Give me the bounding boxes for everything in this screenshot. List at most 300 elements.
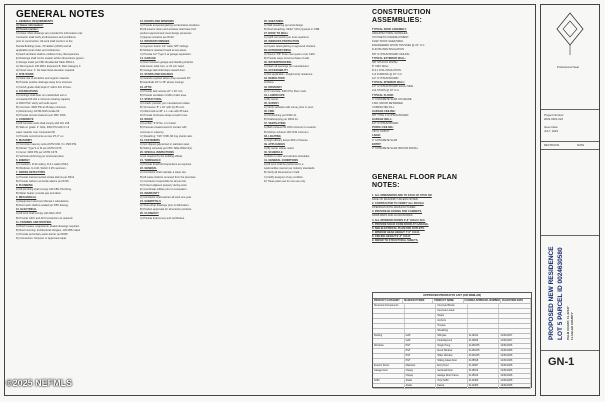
- approved-products-table: [372, 292, 532, 388]
- note-line: 5/8" GYPSUM BOARD CEILING: [372, 52, 410, 56]
- note-line: OPENINGS WITH MANUFACTURER.: [372, 206, 417, 210]
- note-line: B) All waste shall be removed from the premises.: [140, 175, 197, 179]
- table-cell: Garage Door: [373, 369, 405, 373]
- table-cell: PGT: [405, 359, 437, 363]
- table-cell: [373, 384, 405, 388]
- note-line: D) These plans are for one use only.: [264, 179, 306, 183]
- note-line: 10. ELECTRICAL: [16, 208, 37, 212]
- note-line: 2. CONTRACTOR TO VERIFY ALL ROUGH: [372, 202, 424, 206]
- note-line: 4" CONCRETE SLAB: [372, 138, 397, 142]
- table-cell: 12/31/2026: [499, 369, 531, 373]
- note-line: D) Each architect shall be notified of any discrepancies: [16, 52, 80, 56]
- note-line: C) Egress windows per R310.: [140, 36, 175, 40]
- note-line: B) Draftstopping per R302.12.: [264, 118, 299, 122]
- table-cell: [499, 319, 531, 323]
- table-cell: 12/31/2025: [499, 384, 531, 388]
- note-line: A) Door between garage and dwelling shall be: [140, 60, 194, 64]
- table-cell: Roofing: [373, 334, 405, 338]
- note-line: A) Footings shall bear on undisturbed soil or: [16, 93, 67, 97]
- revision-date-label: DATE: [577, 143, 585, 147]
- note-line: A) Equipment sized per Manual J calculations.: [16, 200, 70, 204]
- note-line: C) Finish grade shall slope 6" within first 10 feet.: [16, 85, 72, 89]
- note-line: 16. ATTIC: [140, 85, 152, 89]
- table-cell: Entry Door: [436, 364, 468, 368]
- table-cell: Structural Components: [373, 304, 405, 308]
- table-cell: Straps: [436, 314, 468, 318]
- table-cell: [499, 314, 531, 318]
- note-line: 5. PROVIDE SOLID CORE DOOR AT GARAGE.: [372, 222, 429, 226]
- table-cell: [499, 304, 531, 308]
- note-line: 2. SITE WORK: [16, 73, 34, 77]
- note-line: C) Provide 1/2" Type X at garage separation.: [140, 52, 192, 56]
- table-cell: FL10626: [468, 339, 500, 343]
- note-line: A) 4" concrete, 3000 PSI, fiber mesh.: [264, 89, 307, 93]
- note-line: A) Flash all openings per manufacturer.: [264, 65, 310, 69]
- note-line: 17. STRUCTURAL: [140, 97, 163, 101]
- note-line: E) Drawings shall not be scaled; written dimensions govern.: [16, 56, 85, 60]
- issue-date-label: Issue Date:: [544, 125, 559, 129]
- note-line: 26. SHEATHING: [264, 20, 284, 23]
- note-line: PORCH CEILING:: [372, 126, 394, 130]
- note-line: 29. EXTERIOR FINISH: [264, 48, 291, 52]
- table-cell: Exterior Doors: [373, 364, 405, 368]
- note-line: B) All exterior doors and windows shall have FL#: [140, 28, 196, 32]
- table-cell: Underlayment: [436, 339, 468, 343]
- note-line: concrete or masonry.: [140, 130, 165, 134]
- title-block-divider: [541, 235, 599, 236]
- note-line: 24. SUBMITTALS: [140, 200, 161, 204]
- table-header-cell: PRODUCT NAME: [433, 299, 463, 303]
- table-cell: Sectional Door: [436, 369, 468, 373]
- note-line: A) Provide threshold inspections as required.: [140, 163, 192, 167]
- note-line: ENGINEERED WOOD TRUSSES @ 24" O.C.: [372, 44, 426, 48]
- table-cell: 12/31/2025: [499, 364, 531, 368]
- note-line: B) Windows: U-0.40, SHGC 0.25 maximum.: [16, 167, 67, 171]
- note-line: D) Connectors: Simpson or approved equal.: [16, 236, 67, 240]
- table-cell: Concrete Lintels: [436, 309, 468, 313]
- note-line: 1/2" GYPSUM BOARD: [372, 122, 399, 126]
- general-notes-column-1: [16, 20, 134, 372]
- note-line: B) Moisture resistant board at wet areas.: [140, 48, 187, 52]
- note-line: C) Grout: 3000 PSI per ASTM C476.: [16, 151, 58, 154]
- table-cell: Windows: [373, 344, 405, 348]
- note-line: 40. SCHEDULE: [264, 151, 283, 154]
- note-line: R-30 BLOWN INSULATION: [372, 48, 404, 52]
- table-cell: FL15012: [468, 374, 500, 378]
- note-line: 7. WINDOW HEAD HEIGHT 7'-0" U.N.O.: [372, 230, 420, 234]
- table-cell: FL13697: [468, 364, 500, 368]
- table-cell: [373, 314, 405, 318]
- floor-plan-notes: [372, 194, 482, 254]
- note-line: 32. DEMOLITION: [264, 77, 285, 81]
- note-line: compacted fill with a minimum bearing capacity: [16, 97, 71, 101]
- note-line: A) Insulation: R-30 ceiling, R-4.1 walls (CMU).: [16, 163, 69, 167]
- note-line: 20. SPECIAL INSPECTIONS: [140, 151, 174, 154]
- table-header-cell: MANUFACTURER: [403, 299, 433, 303]
- note-line: B) Duct work shall be sealed per FBC Energy.: [16, 204, 69, 208]
- note-line: 2x4 STUDS @ 16" O.C.: [372, 89, 400, 93]
- table-cell: [468, 319, 500, 323]
- note-line: C) Sheathing: 7/16" OSB, 8d ring shank nails.: [140, 134, 193, 138]
- note-line: 27. ROOF TO WALL: [264, 32, 289, 36]
- table-cell: [373, 354, 405, 358]
- note-line: GARAGE CEILING:: [372, 109, 396, 113]
- table-cell: Single Hung: [436, 344, 468, 348]
- note-line: 6. ENERGY: [16, 159, 30, 163]
- note-line: A) As required by the building official.: [140, 155, 183, 159]
- note-line: 6. SEE ELECTRICAL PLAN FOR OUTLETS.: [372, 226, 425, 230]
- table-cell: Shingles: [436, 334, 468, 338]
- note-line: vapor retarder over compacted fill.: [16, 130, 56, 134]
- note-line: B) Provide GFCI and AFCI protection as required.: [16, 216, 74, 220]
- note-line: A) Owner information:: [16, 24, 44, 28]
- note-line: B) Verify all dimensions in field.: [264, 171, 300, 175]
- table-cell: 12/31/2027: [499, 339, 531, 343]
- note-line: 1/2" GYPSUM BOARD EACH SIDE: [372, 85, 414, 89]
- note-line: A) Concrete masonry units ASTM C90, f'm 1500 PSI.: [16, 142, 77, 146]
- note-line: 1/2" GYPSUM BOARD: [372, 77, 399, 81]
- table-cell: [499, 324, 531, 328]
- note-line: E) Coordinate utilities prior to excavation.: [140, 187, 188, 191]
- table-cell: 12/31/2025: [499, 379, 531, 383]
- note-line: 5/8" TYPE X GYPSUM BOARD: [372, 113, 409, 117]
- table-cell: [373, 319, 405, 323]
- note-line: A) Stucco: 5/8" three coat system over CMU.: [264, 52, 316, 56]
- general-notes-title: GENERAL NOTES: [16, 9, 105, 20]
- note-line: A) Uplift connectors per truss reactions.: [264, 36, 310, 40]
- note-line: VINYL SOFFIT: [372, 130, 390, 134]
- note-line: 4" CONCRETE SLAB ON GRADE: [372, 97, 412, 101]
- note-line: A) Contractor shall warrant all work one year.: [140, 196, 192, 200]
- table-cell: FL10124: [468, 334, 500, 338]
- table-cell: Vinyl Soffit: [436, 379, 468, 383]
- note-line: D) Provide termite treatment per FBC 1816.: [16, 114, 67, 118]
- table-cell: [405, 314, 437, 318]
- table-cell: [373, 339, 405, 343]
- table-cell: [373, 349, 405, 353]
- table-cell: GAF: [405, 334, 437, 338]
- note-line: 21. THRESHOLD: [140, 159, 161, 163]
- table-cell: [373, 359, 405, 363]
- note-line: FACE OF MASONRY UNLESS NOTED.: [372, 198, 419, 202]
- approved-products-title: APPROVED PRODUCTS LIST (OR SIMILAR): [373, 293, 531, 299]
- note-line: 8. PLUMBING: [16, 183, 33, 187]
- note-line: A) By owner.: [264, 97, 279, 101]
- table-header-cell: VALIDATION DATE: [501, 299, 531, 303]
- note-line: B) Slab on grade: 4" thick, 3000 PSI with 6 mil: [16, 126, 69, 130]
- note-line: F) Design loads per FBC Residential Table R301.2.: [16, 60, 75, 64]
- note-line: A) Lumber: SYP No. 2 or better.: [140, 122, 177, 126]
- note-line: A) High efficacy lamps 90% of fixtures.: [264, 138, 309, 142]
- note-line: A) Provide final survey and certificates.: [140, 216, 185, 220]
- table-cell: PGT: [405, 354, 437, 358]
- note-line: B) Product approvals for all exterior products.: [140, 208, 193, 212]
- table-cell: 12/31/2026: [499, 374, 531, 378]
- note-line: TYPICAL EXTERIOR WALL:: [372, 56, 406, 60]
- note-line: 1. ALL DIMENSIONS ARE TO FACE OF STUD OR: [372, 194, 432, 197]
- note-line: A) All concrete work shall comply with ACI 318.: [16, 122, 70, 126]
- note-line: ARCHITECTURAL SHINGLES: [372, 32, 408, 36]
- approved-products-rows: [373, 299, 531, 389]
- note-line: 23. WARRANTY: [140, 191, 160, 195]
- table-header-cell: FLORIDA APPROVAL NUMBER: [464, 299, 500, 302]
- sheet-number: GN-1: [548, 356, 575, 368]
- note-line: 9. REFER TO STRUCTURAL SHEETS.: [372, 239, 419, 243]
- note-line: A) Lintels: precast, per manufacturer tables.: [140, 101, 191, 105]
- note-line: 19. FASTENERS: [140, 138, 160, 142]
- note-line: 3. FOUNDATIONS: [16, 89, 38, 93]
- note-line: B) Provide ventilation 1/300 of attic area.: [140, 93, 187, 97]
- table-cell: [405, 329, 437, 333]
- note-line: B) Kitchen exhaust 100 CFM minimum.: [264, 130, 310, 134]
- note-line: 4. CONCRETE: [16, 118, 34, 122]
- issue-date: JULY, 2023: [544, 129, 559, 133]
- title-block-divider: [541, 109, 599, 110]
- table-cell: [373, 374, 405, 378]
- construction-assemblies-notes: [372, 28, 482, 168]
- table-cell: 12/31/2026: [499, 349, 531, 353]
- project-number-label: Project Number:: [544, 113, 565, 117]
- project-county: FLAGLER COUNTY: [570, 312, 574, 340]
- note-line: A) Roof trusses: engineered, sealed drawings required.: [16, 224, 80, 228]
- note-line: C) Filled cells at 48" o.c. max with #5 bars.: [140, 110, 189, 114]
- note-line: 8" CMU WALL: [372, 64, 389, 68]
- note-line: A) Impact rated glazing or approved shutters.: [264, 44, 316, 48]
- note-line: ENTRY:: [372, 142, 382, 146]
- note-line: A) Provide tempered glazing at hazardous locations.: [140, 24, 201, 28]
- table-cell: Soffit: [373, 379, 405, 383]
- note-line: A) Clear site of all debris and organic material.: [16, 77, 70, 81]
- table-cell: Anchors: [436, 319, 468, 323]
- note-line: A) Guards required where drop exceeds 30".: [140, 77, 192, 81]
- note-line: 31. ACCESSIBILITY: [264, 69, 288, 73]
- note-line: B) Water heater: provide pan and drain.: [16, 191, 62, 195]
- note-line: H) Flood zone: X. No base flood elevation required.: [16, 69, 75, 73]
- note-line: 19/32" ROOF SHEATHING: [372, 40, 404, 44]
- note-line: 14. GARAGE: [140, 56, 156, 60]
- note-line: COMPACTED FILL: [372, 105, 395, 109]
- note-line: D) Protect adjacent property during work.: [140, 183, 188, 187]
- note-line: 12. DOORS AND WINDOWS: [140, 20, 174, 23]
- table-cell: [373, 309, 405, 313]
- note-line: GRAB BARS AND ACCESSORIES.: [372, 214, 414, 218]
- floor-plan-notes-title: GENERAL FLOOR PLAN NOTES:: [372, 174, 458, 189]
- note-line: 39. APPLIANCES: [264, 142, 285, 146]
- note-line: A) Contractor shall maintain a clean site.: [140, 171, 187, 175]
- note-line: 1x2 FURRING @ 16" O.C.: [372, 73, 403, 77]
- table-cell: [405, 304, 437, 308]
- table-cell: [499, 309, 531, 313]
- note-line: 6 MIL VAPOR RETARDER: [372, 101, 403, 105]
- note-line: TYPICAL ROOF ASSEMBLY:: [372, 28, 407, 31]
- note-line: C) Reinforcing: ASTM A615 Grade 60.: [16, 110, 60, 114]
- note-line: solid wood, solid core, or 20 min rated.: [140, 65, 185, 69]
- note-line: 3. PROVIDE BLOCKING FOR CABINETS,: [372, 210, 423, 214]
- table-cell: 12/31/2026: [499, 354, 531, 358]
- note-line: 38. LIGHTING: [264, 134, 281, 138]
- note-line: B) Provide weep screed at base of wall.: [264, 56, 310, 60]
- note-line: B) Roof covering: architectural shingles, 130 MPH rated.: [16, 228, 81, 232]
- note-line: C) Provide secondary water barrier per R905.: [16, 232, 69, 236]
- table-cell: [468, 309, 500, 313]
- note-line: C) Contractor responsible for all permits.: [140, 179, 187, 183]
- table-cell: FL239-R5: [468, 354, 500, 358]
- note-line: A) Gypsum board: 1/2" walls, 5/8" ceilings.: [140, 44, 189, 48]
- table-cell: [499, 329, 531, 333]
- note-line: B) Nailing schedule per FBC Table R602.3(1).: [140, 146, 193, 150]
- note-line: A) None.: [264, 81, 275, 85]
- note-line: GARAGE WALL:: [372, 118, 393, 122]
- note-line: B) Handrails 34" to 38" above nosings.: [140, 81, 185, 85]
- note-line: 34. LANDSCAPE: [264, 93, 285, 97]
- table-cell: Trusses: [436, 324, 468, 328]
- note-line: B) Permit number:: [16, 28, 39, 32]
- note-line: A) Not applicable - single family residence.: [264, 73, 314, 77]
- note-line: A) Hot dipped galvanized or stainless steel.: [140, 142, 190, 146]
- table-cell: Fixed Window: [436, 349, 468, 353]
- table-cell: GAF: [405, 339, 437, 343]
- note-line: B) Provide positive drainage away from structure.: [16, 81, 73, 85]
- note-line: LANAI:: [372, 134, 381, 138]
- table-cell: Concrete Blocks: [436, 304, 468, 308]
- note-line: A) Bath exhaust 50 CFM minimum to exterior.: [264, 126, 317, 130]
- note-line: 4" CONCRETE SLAB, BROOM FINISH: [372, 146, 418, 150]
- table-cell: 12/31/2026: [499, 359, 531, 363]
- table-cell: [468, 304, 500, 308]
- table-cell: 12/31/2026: [499, 344, 531, 348]
- note-line: 5. MASONRY: [16, 138, 33, 142]
- general-notes-column-2: [140, 20, 258, 372]
- note-line: D) Provide hurricane straps at each truss.: [140, 114, 188, 118]
- table-cell: Clopay: [405, 369, 437, 373]
- note-line: A) Wall sheathing per wind design.: [264, 24, 304, 28]
- table-cell: [373, 324, 405, 328]
- note-line: SYNTHETIC UNDERLAYMENT: [372, 36, 409, 40]
- note-line: 30. WATERPROOFING: [264, 60, 292, 64]
- note-line: B) Garage slab shall slope toward door.: [140, 69, 186, 73]
- note-line: G) Wind speed: 130 MPH, Exposure B, Risk Category II.: [16, 65, 82, 69]
- table-cell: Masonite: [405, 364, 437, 368]
- note-line: A) Refer to door and window schedules.: [264, 155, 310, 159]
- table-cell: FL239-R5: [468, 344, 500, 348]
- note-line: A) All work shall be performed in a: [264, 163, 304, 167]
- table-cell: PGT: [405, 344, 437, 348]
- table-cell: Sheathing: [436, 329, 468, 333]
- note-line: B) Pressure treated wood in contact with: [140, 126, 187, 130]
- note-line: A) Provide attic access 22" x 30" min.: [140, 89, 184, 93]
- note-line: R-4.1 FOIL INSULATION: [372, 68, 401, 72]
- table-cell: FL12300: [468, 384, 500, 388]
- note-line: A) Truss shop drawings prior to fabrication.: [140, 204, 190, 208]
- table-cell: [468, 314, 500, 318]
- note-line: A) Provide interconnected smoke alarms per R314.: [16, 175, 75, 179]
- note-line: product approval and meet design pressures.: [140, 32, 193, 36]
- note-line: B) Mortar: Type S or M per ASTM C270.: [16, 146, 63, 150]
- copyright-watermark: ©2025 NEFMLS: [6, 378, 73, 388]
- table-cell: PGT: [405, 349, 437, 353]
- note-line: 5/8" STUCCO FINISH: [372, 60, 398, 64]
- note-line: of 2000 PSF. Verify with soils report.: [16, 101, 58, 105]
- note-line: 25. CLOSEOUT: [140, 212, 159, 216]
- table-cell: [405, 324, 437, 328]
- note-line: A) Fireblocking per R302.11.: [264, 114, 297, 118]
- note-line: 7. SMOKE DETECTORS: [16, 171, 46, 175]
- table-header-cell: PRODUCT CATEGORY: [373, 299, 403, 303]
- note-line: prior to construction. All work shall conform to the: [16, 40, 73, 44]
- note-line: B) Provide carbon monoxide alarms per R315.: [16, 179, 70, 183]
- note-line: B) Concrete: 3000 PSI at 28 days minimum.: [16, 105, 67, 109]
- note-line: TYPICAL FLOOR:: [372, 93, 394, 97]
- title-block-divider: [541, 141, 599, 142]
- note-line: A) All work shall comply with NEC 2017.: [16, 212, 62, 216]
- note-line: 37. VENTILATION: [264, 122, 286, 126]
- table-cell: [468, 329, 500, 333]
- construction-assemblies-title: CONSTRUCTION ASSEMBLIES:: [372, 9, 431, 24]
- note-line: applicable local codes and ordinances.: [16, 48, 61, 52]
- table-cell: [405, 319, 437, 323]
- note-line: 22. GENERAL: [140, 167, 158, 171]
- note-line: A) All plumbing shall comply with FBC Plumbing.: [16, 187, 72, 191]
- note-line: C) Provide control joints at max 15'-0" o.c.: [16, 134, 65, 138]
- note-line: C) Notes: Most drawings are provided for information only.: [16, 32, 83, 36]
- note-line: B) Roof sheathing: 19/32" CDX plywood or OSB.: [264, 28, 320, 32]
- note-line: 36. FIRE: [264, 110, 275, 114]
- note-line: C) Notify designer of any conflicts.: [264, 175, 304, 179]
- lot-parcel: LOT 5 PARCEL ID 0024630580: [557, 247, 564, 340]
- table-cell: FL12300: [468, 379, 500, 383]
- note-line: 35. SURVEY: [264, 101, 279, 105]
- note-line: A) Verify setbacks with survey prior to pour.: [264, 105, 314, 109]
- seal-diamond-icon: [555, 11, 585, 57]
- general-notes-column-3: [264, 20, 364, 290]
- table-cell: FL239-R5: [468, 349, 500, 353]
- note-line: 33. DRIVEWAY: [264, 85, 282, 89]
- note-line: 13. INTERIOR FINISHES: [140, 40, 170, 44]
- project-name: PROPOSED NEW RESIDENCE: [548, 246, 555, 340]
- note-line: 15. STAIRS AND RAILINGS: [140, 73, 174, 77]
- note-line: Florida Building Code, 7th Edition (2020) and all: [16, 44, 72, 48]
- note-line: 4. ALL INTERIOR DOORS 6'-8" HIGH U.N.O.: [372, 218, 426, 222]
- table-cell: Slider Window: [436, 354, 468, 358]
- revisions-label: REVISIONS: [544, 143, 560, 147]
- note-line: 41. GENERAL CONDITIONS: [264, 159, 298, 163]
- project-number: 2023-0001-023: [544, 117, 563, 121]
- note-line: workmanlike manner per industry standards.: [264, 167, 316, 171]
- title-block-divider: [541, 350, 599, 351]
- table-cell: Alside: [405, 379, 437, 383]
- note-line: B) Tie beams: 8" x 16" with (2) #5 cont.: [140, 105, 185, 109]
- table-row: [373, 384, 531, 389]
- note-line: 1. GENERAL REQUIREMENTS: [16, 20, 54, 23]
- table-cell: Sliding Glass Door: [436, 359, 468, 363]
- table-cell: Clopay: [405, 374, 437, 378]
- table-cell: [405, 309, 437, 313]
- professional-seal-label: Professional Seal: [557, 65, 579, 69]
- table-cell: 12/31/2027: [499, 334, 531, 338]
- title-block-divider: [541, 149, 599, 150]
- table-cell: Fascia: [436, 384, 468, 388]
- table-cell: FL15012: [468, 369, 500, 373]
- project-address: PALM COAST, FL 32137: [566, 306, 570, 340]
- note-line: Contractor shall verify all dimensions and conditions: [16, 36, 76, 40]
- note-line: TYPICAL INTERIOR WALL:: [372, 81, 406, 85]
- note-line: 9. MECHANICAL: [16, 196, 37, 200]
- note-line: A) By owner unless noted.: [264, 146, 295, 150]
- table-cell: Garage Door Frame: [436, 374, 468, 378]
- table-cell: FL25818: [468, 359, 500, 363]
- note-line: 28. WINDOWS PROTECTION: [264, 40, 300, 44]
- table-cell: Alside: [405, 384, 437, 388]
